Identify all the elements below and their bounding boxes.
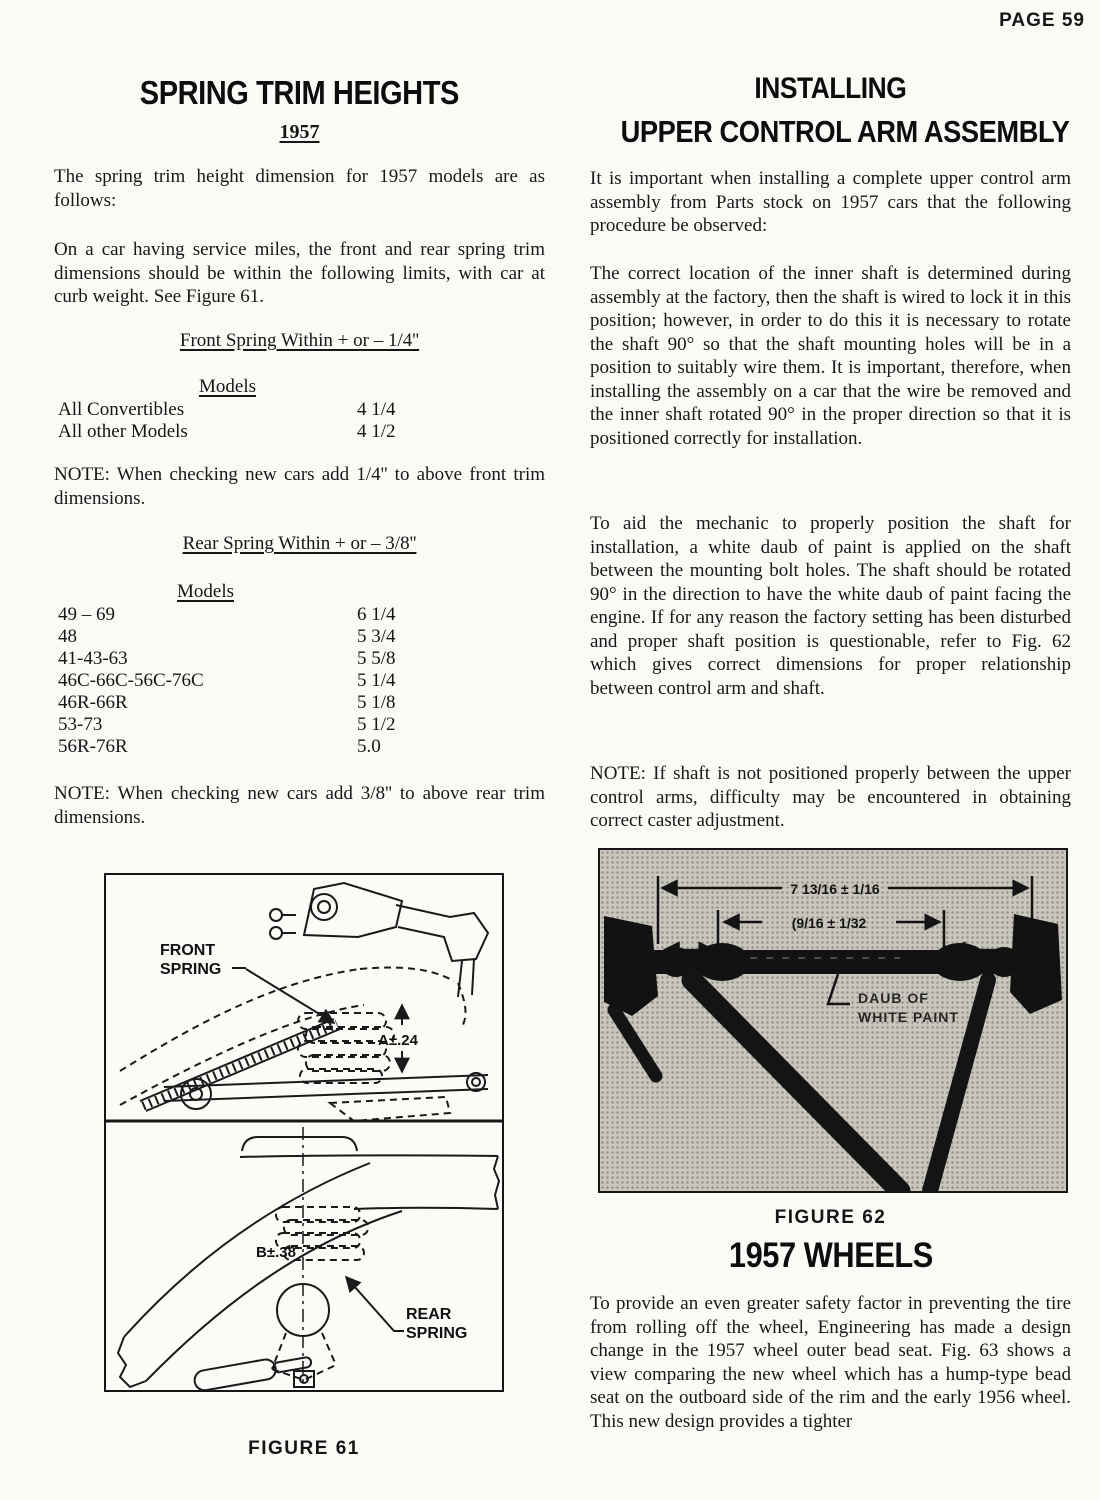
model-name: 49 – 69 [58,604,115,625]
outer-dimension-label: 7 13/16 ± 1/16 [790,881,880,897]
figure-61-caption: FIGURE 61 [248,1438,360,1459]
left-paragraph-2: On a car having service miles, the front and rear spring trim dimensions should be within the following limits, with car at curb weight. See Figure 61. [54,239,545,307]
front-spring-models-header: Models [199,376,256,397]
front-spring-note: NOTE: When checking new cars add 1/4'' to above front trim dimensions. [54,464,545,509]
right-paragraph-3: To aid the mechanic to properly position the shaft for installation, a white daub of paint is applied on the shaft between the mounting bolt holes. The shaft should be rotated 90° in the direction to have the white daub of paint facing the engine. If for any reason the factory setting has been disturbed and proper shaft position is questionable, refer to Fig. 62 which gives correct dimensions for proper relationship between control arm and shaft. [590,513,1071,699]
left-section-subtitle [54,121,545,144]
rear-suspension-sketch [118,1127,499,1390]
paint-label-line2: WHITE PAINT [858,1009,959,1025]
model-name: All Convertibles [58,399,185,420]
model-value: 5 1/8 [357,692,396,713]
right-section-title-line1 [590,72,1071,106]
model-value: 5.0 [357,736,381,757]
control-arm-shaft-photo [600,850,1066,1191]
wheels-paragraph: To provide an even greater safety factor in preventing the tire from rolling off the wheel, Engineering has made a design change in the 1957 wheel outer bead seat. Fig. 63 shows a view comparing the new wheel which has a hump-type bead seat on the outboard side of the rim and the early 1956 wheel. This new design provides a tighter [590,1293,1071,1432]
front-spring-table-title: Front Spring Within + or – 1/4'' [179,330,420,351]
paint-daub-annotation [828,974,959,1025]
control-arm-silhouette [604,914,1062,1191]
rear-spring-table-title: Rear Spring Within + or – 3/8'' [182,533,417,554]
front-dim-label: A±.24 [378,1032,418,1049]
left-section-title [54,74,545,112]
figure-62-caption: FIGURE 62 [774,1207,887,1228]
rear-spring-models-header: Models [177,581,234,602]
model-name: 46R-66R [58,692,128,713]
right-title-line2-text: UPPER CONTROL ARM ASSEMBLY [620,114,1070,149]
figure-61-drawing [104,873,504,1392]
right-column [590,0,1071,1500]
wheels-title-text: 1957 WHEELS [728,1236,933,1275]
rear-spring-label-line2: SPRING [406,1325,468,1342]
model-value: 4 1/2 [357,421,396,442]
model-value: 5 3/4 [357,626,396,647]
right-paragraph-2: The correct location of the inner shaft is determined during assembly at the factory, then the shaft is wired to lock it in this position; however, in order to do this it is necessary to rotate the shaft 90° so that the shaft mounting holes will be in a position to suitably wire them. It is important, therefore, when installing the assembly on a car that the wire be removed and the inner shaft rotated 90° in the proper direction so that it is positioned correctly for installation. [590,263,1071,449]
inner-dimension-label: (9/16 ± 1/32 [791,915,867,931]
front-spring-label-line1: FRONT [160,942,216,959]
left-paragraph-1: The spring trim height dimension for 1957 models are as follows: [54,166,545,211]
page-number: PAGE 59 [999,10,1085,31]
wheels-section-title [590,1236,1071,1276]
model-value: 5 1/4 [357,670,396,691]
figure-62-photo [598,848,1068,1193]
front-spring-label-line2: SPRING [160,961,222,978]
right-title-line1-text: INSTALLING [754,72,907,105]
model-name: 56R-76R [58,736,128,757]
model-name: All other Models [58,421,188,442]
model-name: 53-73 [58,714,103,735]
left-subtitle-text: 1957 [279,121,320,143]
model-value: 5 5/8 [357,648,396,669]
rear-spring-note: NOTE: When checking new cars add 3/8'' to above rear trim dimensions. [54,783,545,828]
spring-trim-diagram [106,875,502,1390]
caster-note: NOTE: If shaft is not positioned properly between the upper control arms, difficulty may be encountered in obtaining correct caster adjustment. [590,763,1071,831]
model-name: 48 [58,626,77,647]
right-section-title-line2 [590,114,1071,150]
model-value: 4 1/4 [357,399,396,420]
model-value: 5 1/2 [357,714,396,735]
rear-spring-label-line1: REAR [406,1306,452,1323]
model-value: 6 1/4 [357,604,396,625]
model-name: 46C-66C-56C-76C [58,670,204,691]
right-paragraph-1: It is important when installing a complete upper control arm assembly from Parts stock on 1957 cars that the following procedure be observed: [590,168,1071,236]
paint-label-line1: DAUB OF [858,990,929,1006]
front-suspension-sketch [120,883,488,1121]
left-section-title-text: SPRING TRIM HEIGHTS [139,74,460,111]
model-name: 41-43-63 [58,648,128,669]
rear-dim-label: B±.38 [256,1244,296,1261]
